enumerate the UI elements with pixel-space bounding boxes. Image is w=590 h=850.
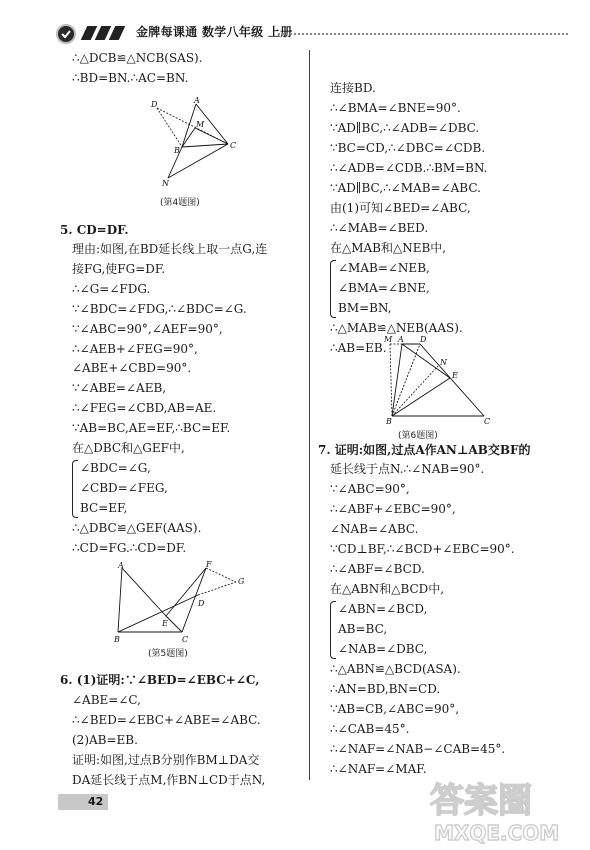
text-line: ∵AB=CB,∠ABC=90°,: [330, 702, 460, 716]
system-brace: [72, 460, 78, 518]
fig6-label-N: N: [440, 358, 447, 367]
text-line: ∴△MAB≌△NEB(AAS).: [330, 321, 463, 335]
fig4-label-A: A: [194, 96, 200, 105]
figure-4: [148, 96, 238, 189]
header-rule: [278, 33, 568, 35]
text-line: ∵∠ABC=90°,∠AEF=90°,: [72, 322, 223, 336]
text-line: ∠ABE+∠CBD=90°.: [72, 361, 192, 375]
fig6-label-E: E: [452, 371, 458, 380]
text-line: ∴∠CAB=45°.: [330, 722, 410, 736]
text-line: ∠CBD=∠FEG,: [80, 481, 168, 495]
text-line: ∴AB=EB.: [330, 341, 387, 355]
text-line: ∠BMA=∠BNE,: [338, 281, 430, 295]
text-line: ∠ABN=∠BCD,: [338, 602, 428, 616]
fig6-label-D: D: [420, 335, 427, 344]
text-line: ∴△ABN≌△BCD(ASA).: [330, 662, 461, 676]
text-line: ∴BD=BN.∴AC=BN.: [72, 71, 189, 85]
fig4-label-B: B: [174, 146, 180, 155]
book-title: 金牌每课通 数学八年级 上册: [136, 25, 293, 39]
text-line: ∴∠NAF=∠NAB−∠CAB=45°.: [330, 742, 506, 756]
fig5-label-F: F: [206, 560, 212, 569]
fig4-label-N: N: [162, 179, 169, 186]
fig5-label-B: B: [114, 635, 120, 644]
text-line: ∵∠BDC=∠FDG,∴∠BDC=∠G.: [72, 302, 247, 316]
text-line: ∴∠ABF+∠EBC=90°,: [330, 502, 456, 516]
text-line: 在△DBC和△GEF中,: [72, 441, 185, 455]
text-line: ∵BC=CD,∴∠DBC=∠CDB.: [330, 141, 486, 155]
text-line: 连接BD.: [330, 81, 376, 95]
figure-5: [112, 560, 252, 647]
text-line: ∵CD⊥BF,∴∠BCD+∠EBC=90°.: [330, 542, 515, 556]
text-line: 理由:如图,在BD延长线上取一点G,连: [72, 242, 268, 256]
fig6-label-A: A: [398, 335, 404, 344]
medal-badge-icon: [56, 24, 76, 44]
header-stripes-icon: [78, 26, 130, 40]
text-line: ∴△DBC≌△GEF(AAS).: [72, 521, 202, 535]
fig4-label-C: C: [230, 141, 237, 150]
text-line: 在△ABN和△BCD中,: [330, 582, 445, 596]
text-line: DA延长线于点M,作BN⊥CD于点N,: [72, 773, 266, 787]
figure-6-caption: (第6题图): [398, 431, 438, 441]
svg-text:答案圈: 答案圈: [430, 781, 532, 821]
text-line: ∴∠FEG=∠CBD,AB=AE.: [72, 401, 217, 415]
text-line: ∴CD=FG.∴CD=DF.: [72, 541, 187, 555]
page-header: [48, 22, 568, 46]
text-line: AB=BC,: [338, 622, 388, 636]
text-line: BC=EF,: [80, 501, 128, 515]
figure-5-caption: (第5题图): [148, 649, 188, 659]
text-line: 证明:如图,过点B分别作BM⊥DA交: [72, 753, 260, 767]
page-number: 42: [88, 795, 104, 808]
text-line: 接FG,使FG=DF.: [72, 262, 166, 276]
fig4-label-M: M: [196, 120, 205, 129]
text-line: ∴∠ABF=∠BCD.: [330, 562, 425, 576]
fig5-label-G: G: [238, 577, 245, 586]
text-line: 在△MAB和△NEB中,: [330, 241, 447, 255]
fig5-label-C: C: [182, 635, 189, 644]
fig6-label-M: M: [384, 335, 393, 344]
svg-text:MXQE.COM: MXQE.COM: [434, 821, 560, 845]
text-line: ∵AD∥BC,∴∠MAB=∠ABC.: [330, 181, 481, 195]
text-line: ∴∠AEB+∠FEG=90°,: [72, 342, 198, 356]
text-line: ∴AN=BD,BN=CD.: [330, 682, 441, 696]
text-line: ∴∠ADB=∠CDB.∴BM=BN.: [330, 161, 488, 175]
text-line: ∠MAB=∠NEB,: [338, 261, 430, 275]
fig5-label-A: A: [118, 561, 124, 570]
fig5-label-E: E: [162, 619, 168, 628]
text-line: 5. CD=DF.: [60, 223, 129, 237]
text-line: 6. (1)证明:∵∠BED=∠EBC+∠C,: [60, 673, 260, 687]
text-line: ∵∠ABE=∠AEB,: [72, 381, 167, 395]
text-line: 由(1)可知∠BED=∠ABC,: [330, 201, 471, 215]
text-line: ∠NAB=∠DBC,: [338, 642, 428, 656]
text-line: BM=BN,: [338, 301, 392, 315]
text-line: 延长线于点N.∴∠NAB=90°.: [330, 462, 485, 476]
watermark-logo: [420, 770, 590, 846]
text-line: ∵∠ABC=90°,: [330, 482, 410, 496]
text-line: ∵AD∥BC,∴∠ADB=∠DBC.: [330, 121, 480, 135]
text-line: ∴∠G=∠FDG.: [72, 282, 151, 296]
text-line: ∴∠NAF=∠MAF.: [330, 762, 427, 776]
figure-6: [380, 332, 492, 427]
text-line: ∵AB=BC,AE=EF,∴BC=EF.: [72, 421, 231, 435]
system-brace: [330, 260, 336, 318]
text-line: ∴△DCB≌△NCB(SAS).: [72, 51, 203, 65]
text-line: ∠BDC=∠G,: [80, 461, 151, 475]
fig6-label-C: C: [484, 417, 491, 424]
fig4-label-D: D: [151, 100, 158, 109]
text-line: ∠NAB=∠ABC.: [330, 522, 419, 536]
text-line: ∠ABE=∠C,: [72, 693, 141, 707]
text-line: 7. 证明:如图,过点A作AN⊥AB交BF的: [318, 443, 531, 457]
text-line: ∴∠BMA=∠BNE=90°.: [330, 101, 461, 115]
figure-4-caption: (第4题图): [160, 198, 200, 208]
text-line: ∴∠MAB=∠BED.: [330, 221, 429, 235]
fig6-label-B: B: [386, 417, 392, 424]
text-line: ∴∠BED=∠EBC+∠ABE=∠ABC.: [72, 713, 261, 727]
column-divider: [309, 50, 310, 780]
system-brace: [330, 601, 336, 659]
text-line: (2)AB=EB.: [72, 733, 138, 747]
fig5-label-D: D: [198, 599, 205, 608]
